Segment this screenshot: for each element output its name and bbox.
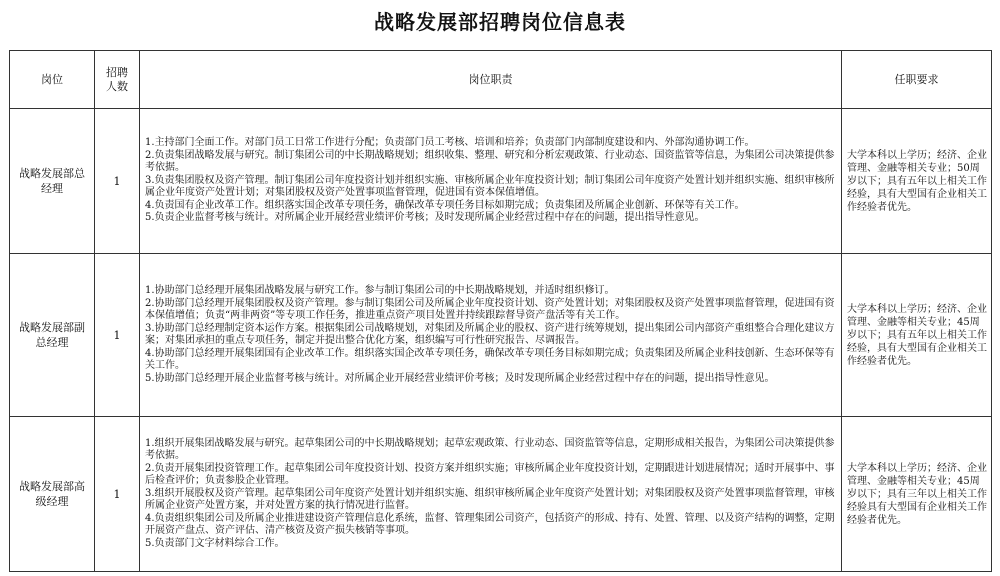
requirements-cell: 大学本科以上学历；经济、企业管理、金融等相关专业；45周岁以下；具有五年以上相关工作经验，具有大型国有企业相关工作经验者优先。 <box>842 254 992 417</box>
header-duties: 岗位职责 <box>140 51 842 109</box>
duty-item: 2.负责集团战略发展与研究。制订集团公司的中长期战略规划；组织收集、整理、研究和分析宏观政策、行业动态、国资监管等信息，为集团公司决策提供参考依据。 <box>145 149 835 174</box>
position-cell <box>10 417 95 572</box>
duty-item: 2.协助部门总经理开展集团股权及资产管理。参与制订集团公司及所属企业年度投资计划、资产处置计划；对集团股权及资产处置事项监督管理，促进国有资本保值增值；负责“两非两资”等专项工作任务，推进重点资产项目处置并持续跟踪督导资产盘活等有关工作。 <box>145 297 835 321</box>
job-table <box>9 50 992 572</box>
duty-item: 4.协助部门总经理开展集团国有企业改革工作。组织落实国企改革专项任务，确保改革专项任务目标如期完成；负责集团及所属企业科技创新、生态环保等有关工作。 <box>145 347 835 371</box>
position-cell <box>10 109 95 254</box>
count-cell: 1 <box>95 109 140 254</box>
table-row <box>10 109 992 254</box>
header-position: 岗位 <box>10 51 95 109</box>
table-header-row <box>10 51 992 109</box>
table-row <box>10 254 992 417</box>
duty-item: 5.负责企业监督考核与统计。对所属企业开展经营业绩评价考核；及时发现所属企业经营过程中存在的问题，提出指导性意见。 <box>145 212 705 224</box>
duty-item: 3.协助部门总经理制定资本运作方案。根据集团公司战略规划，对集团及所属企业的股权、资产进行统筹规划，提出集团公司内部资产重组整合合理化建议方案；对集团承担的重点专项任务，制定并提出整合优化方案，组织编写可行性研究报告、尽调报告。 <box>145 322 835 346</box>
position-name: 战略发展部副总经理 <box>19 321 85 349</box>
duty-item: 3.负责集团股权及资产管理。制订集团公司年度投资计划并组织实施、审核所属企业年度投资计划；制订集团公司年度资产处置计划并组织实施、组织审核所属企业年度资产处置计划；对集团股权及资产处置事项监督管理，促进国有资本保值增值。 <box>145 174 835 199</box>
duty-item: 4.负责组织集团公司及所属企业推进建设资产管理信息化系统，监督、管理集团公司资产，包括资产的形成、持有、处置、管理、以及资产结构的调整，定期开展资产盘点、资产评估、清产核资及资产损失核销等事项。 <box>145 512 835 537</box>
count-cell: 1 <box>95 254 140 417</box>
page-title: 战略发展部招聘岗位信息表 <box>374 10 626 34</box>
position-name: 战略发展部总经理 <box>19 167 85 195</box>
duty-item: 1.组织开展集团战略发展与研究。起草集团公司的中长期战略规划；起草宏观政策、行业动态、国资监管等信息，定期形成相关报告，为集团公司决策提供参考依据。 <box>145 437 835 462</box>
header-count <box>95 51 140 109</box>
header-count-text: 招聘人数 <box>106 65 128 93</box>
duties-cell <box>140 109 842 254</box>
duty-item: 3.组织开展股权及资产管理。起草集团公司年度资产处置计划并组织实施、组织审核所属企业年度资产处置计划；对集团股权及资产处置事项监督管理，审核所属企业资产处置方案，并对处置方案的执行情况进行监督。 <box>145 487 835 512</box>
requirements-cell: 大学本科以上学历；经济、企业管理、金融等相关专业；45周岁以下；具有三年以上相关工作经验具有大型国有企业相关工作经验者优先。 <box>842 417 992 572</box>
header-requirements: 任职要求 <box>842 51 992 109</box>
duty-item: 4.负责国有企业改革工作。组织落实国企改革专项任务，确保改革专项任务目标如期完成；负责集团及所属企业创新、环保等有关工作。 <box>145 199 745 211</box>
duty-item: 1.主持部门全面工作。对部门员工日常工作进行分配；负责部门员工考核、培训和培养；负责部门内部制度建设和内、外部沟通协调工作。 <box>145 137 755 149</box>
requirements-cell: 大学本科以上学历；经济、企业管理、金融等相关专业；50周岁以下；具有五年以上相关工作经验，具有大型国有企业相关工作经验者优先。 <box>842 109 992 254</box>
position-name: 战略发展部高级经理 <box>19 480 85 508</box>
duty-item: 2.负责开展集团投资管理工作。起草集团公司年度投资计划、投资方案并组织实施；审核所属企业年度投资计划，定期跟进计划进展情况；适时开展事中、事后检查评价；负责参股企业管理。 <box>145 462 835 487</box>
position-cell <box>10 254 95 417</box>
duty-item: 5.协助部门总经理开展企业监督考核与统计。对所属企业开展经营业绩评价考核；及时发现所属企业经营过程中存在的问题，提出指导性意见。 <box>145 372 775 384</box>
duties-cell <box>140 417 842 572</box>
duties-cell <box>140 254 842 417</box>
duty-item: 5.负责部门文字材料综合工作。 <box>145 537 285 549</box>
count-cell: 1 <box>95 417 140 572</box>
duty-item: 1.协助部门总经理开展集团战略发展与研究工作。参与制订集团公司的中长期战略规划，并适时组织修订。 <box>145 285 615 296</box>
table-row <box>10 417 992 572</box>
